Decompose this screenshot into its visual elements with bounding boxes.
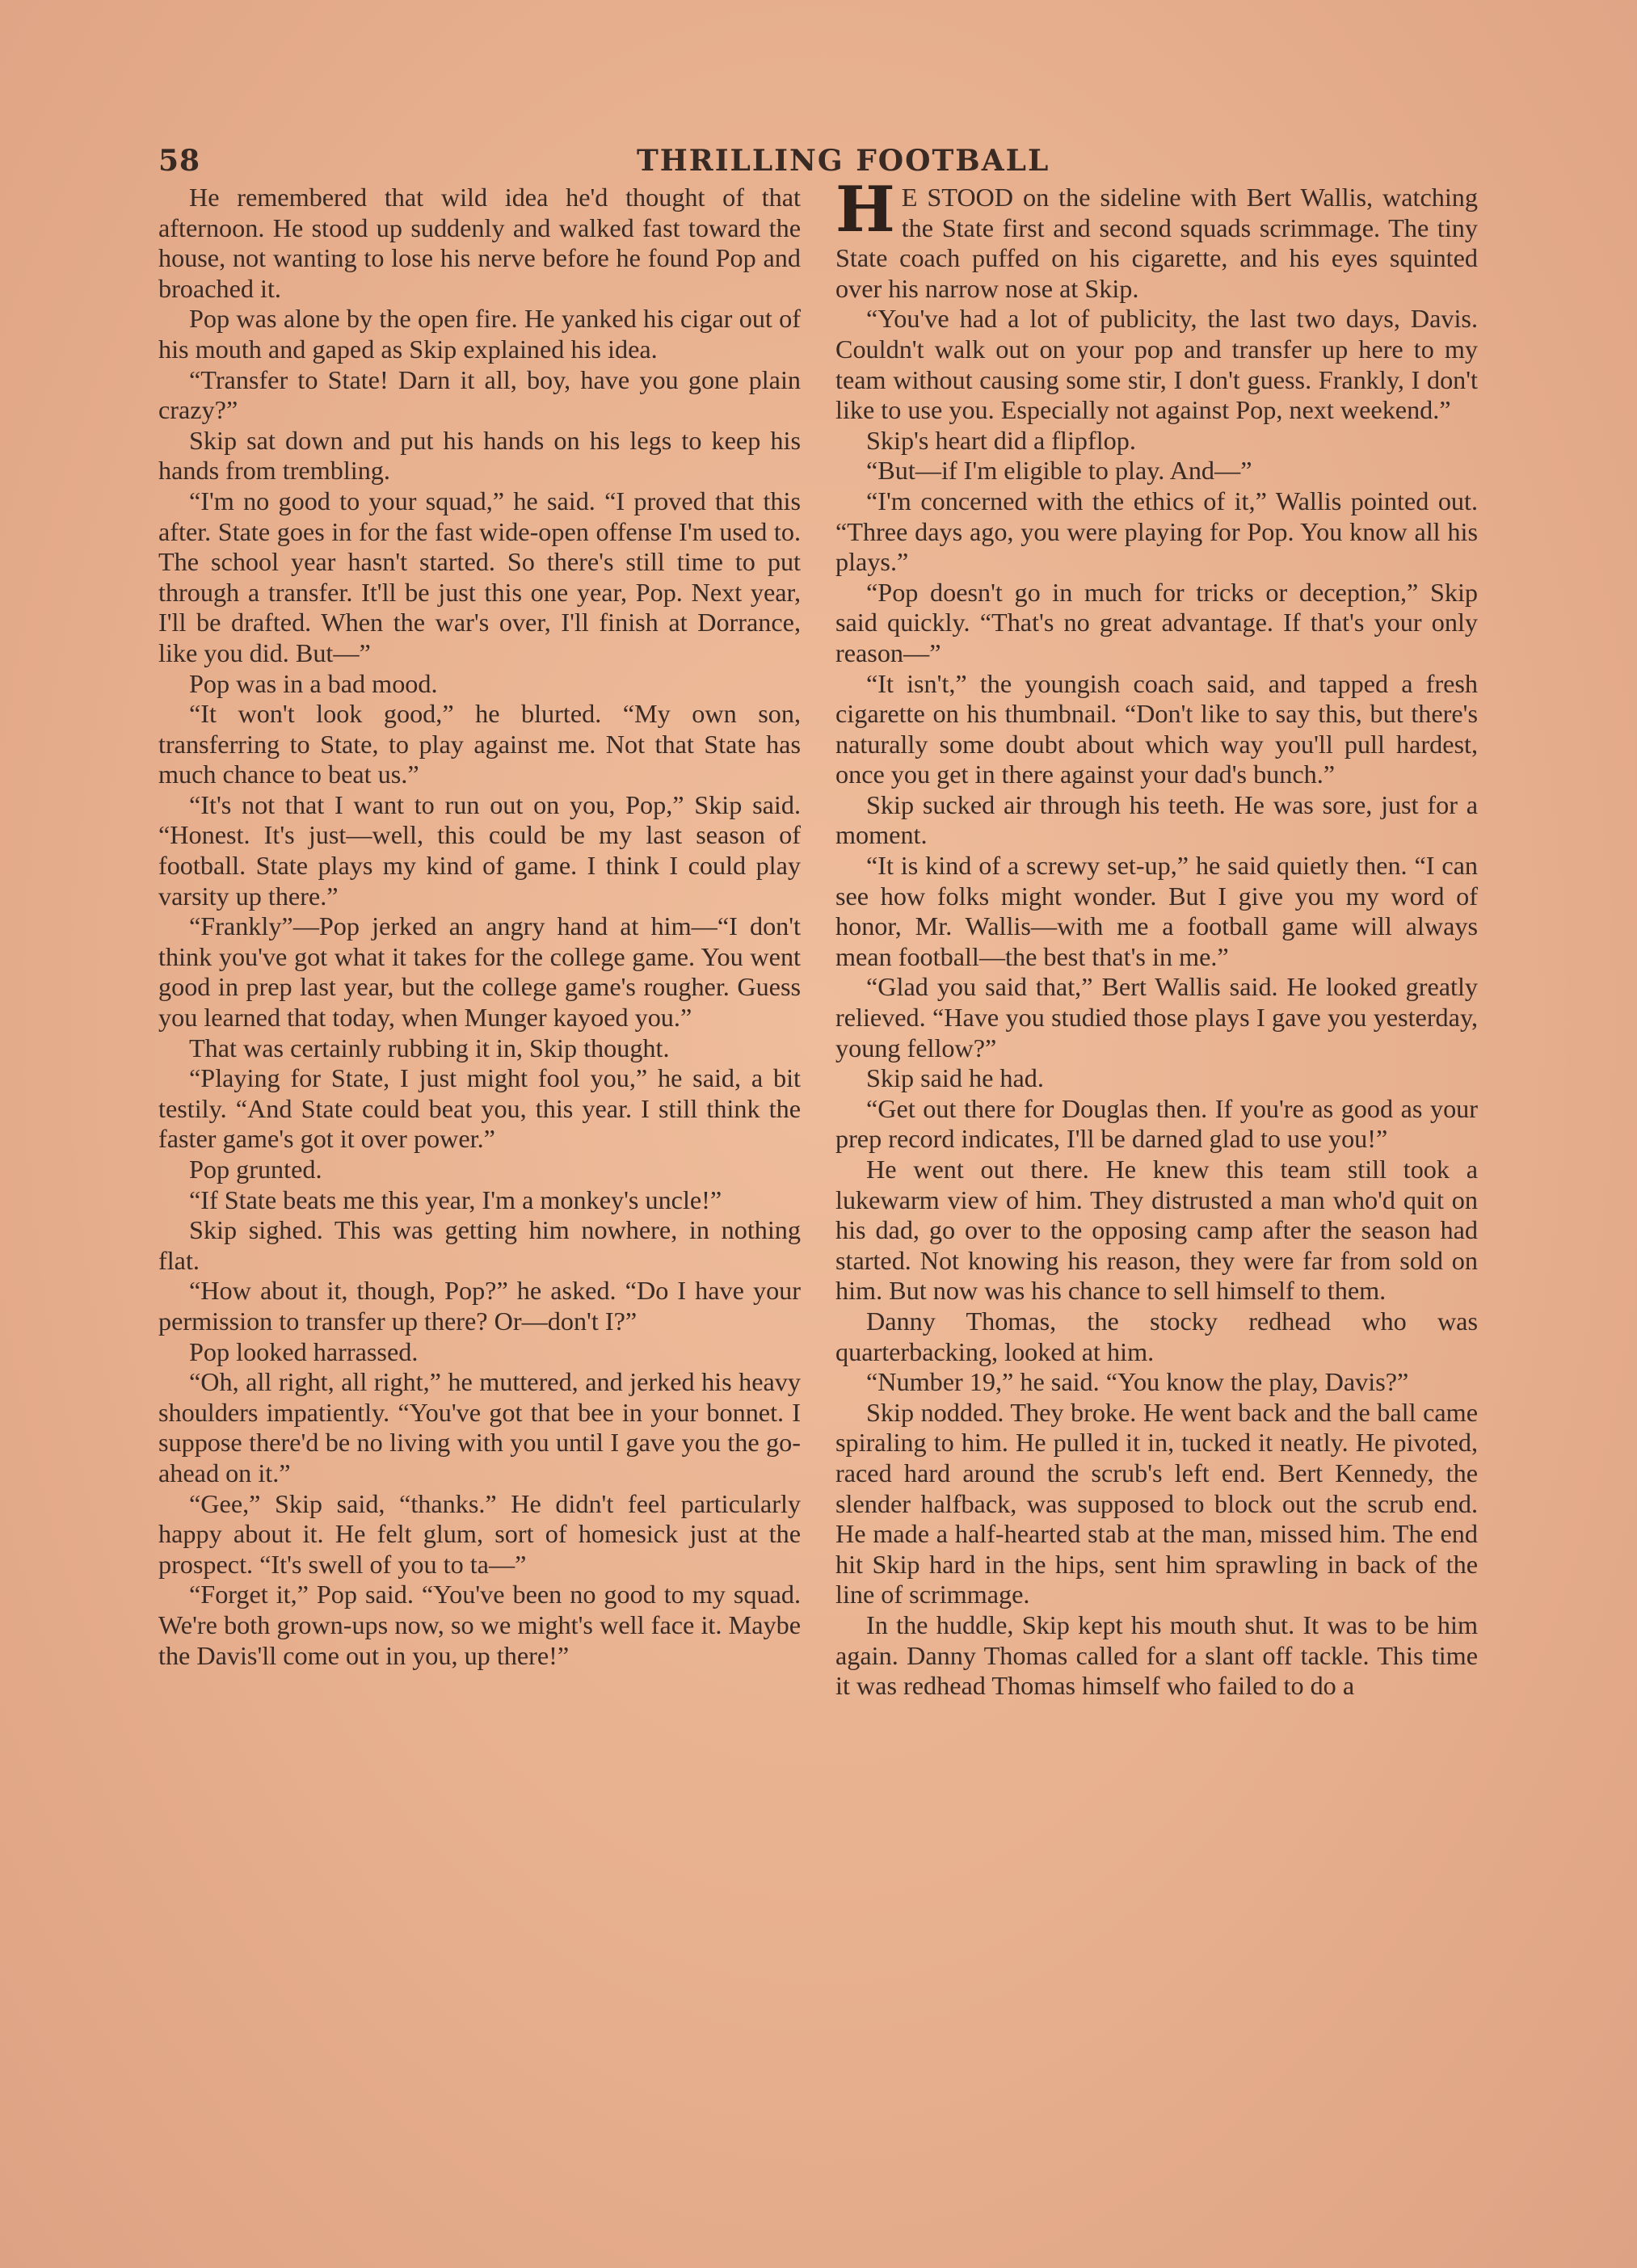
paragraph: Danny Thomas, the stocky redhead who was quarterbacking, looked at him.	[835, 1306, 1478, 1366]
paragraph: “Get out there for Douglas then. If you're as good as your prep record indicates, I'll be darned glad to use you!”	[835, 1093, 1478, 1154]
paragraph: “Frankly”—Pop jerked an angry hand at him—“I don't think you've got what it takes for the college game. You went good in prep last year, but the college game's rougher. Guess you learned that today, when Munger kayoed you.”	[158, 911, 801, 1033]
paragraph: “Number 19,” he said. “You know the play, Davis?”	[866, 1367, 1409, 1397]
paragraph: “Transfer to State! Darn it all, boy, have you gone plain crazy?”	[158, 364, 801, 425]
right-column	[835, 173, 1478, 1702]
paragraph: That was certainly rubbing it in, Skip thought.	[189, 1033, 670, 1062]
paragraph: In the huddle, Skip kept his mouth shut. It was to be him again. Danny Thomas called for a slant off tackle. This time it was redhead Thomas himself who failed to do a	[835, 1609, 1478, 1701]
paragraph: “Oh, all right, all right,” he muttered, and jerked his heavy shoulders impatiently. “You've got that bee in your bonnet. I suppose there'd be no living with you until I gave you the go-ahead on it.”	[158, 1367, 801, 1487]
paragraph: Pop was in a bad mood.	[189, 668, 438, 698]
opening-text: E STOOD on the sideline with Bert Wallis, watching the State first and second squads scrimmage. The tiny State coach puffed on his cigarette, and his eyes squinted over his narrow nose at Skip.	[835, 183, 1478, 303]
paragraph: “I'm concerned with the ethics of it,” Wallis pointed out. “Three days ago, you were playing for Pop. You know all his plays.”	[835, 486, 1478, 577]
paragraph: Pop was alone by the open fire. He yanked his cigar out of his mouth and gaped as Skip explained his idea.	[158, 304, 801, 364]
paragraph: “Pop doesn't go in much for tricks or deception,” Skip said quickly. “That's no great advantage. If that's your only reason—”	[835, 577, 1478, 667]
paragraph: Skip's heart did a flipflop.	[866, 425, 1136, 455]
magazine-title: THRILLING FOOTBALL	[637, 144, 1050, 178]
page-number: 58	[158, 144, 201, 178]
paragraph: He remembered that wild idea he'd thought of that afternoon. He stood up suddenly and walked fast toward the house, not wanting to lose his nerve before he found Pop and broached it.	[158, 183, 801, 303]
paragraph: “It isn't,” the youngish coach said, and tapped a fresh cigarette on his thumbnail. “Don't like to say this, but there's naturally some doubt about which way you'll pull hardest, once you get in there against your dad's bunch.”	[835, 668, 1478, 789]
paragraph: He went out there. He knew this team still took a lukewarm view of him. They distrusted a man who'd quit on his dad, go over to the opposing camp after the season had started. Not knowing his reason, they were far from sold on him. But now was his chance to sell himself to them.	[835, 1155, 1478, 1306]
paragraph: “Playing for State, I just might fool you,” he said, a bit testily. “And State could beat you, this year. I still think the faster game's got it over power.”	[158, 1063, 801, 1154]
paragraph: “How about it, though, Pop?” he asked. “Do I have your permission to transfer up there? Or—don't I?”	[158, 1276, 801, 1336]
paragraph: Skip sucked air through his teeth. He was sore, just for a moment.	[835, 789, 1478, 850]
paragraph: “But—if I'm eligible to play. And—”	[866, 456, 1252, 486]
left-column	[158, 183, 801, 1671]
paragraph: Pop looked harrassed.	[189, 1336, 419, 1366]
paragraph: Pop grunted.	[189, 1155, 322, 1184]
paragraph: “Glad you said that,” Bert Wallis said. He looked greatly relieved. “Have you studied those plays I gave you yesterday, young fellow?”	[835, 972, 1478, 1062]
paragraph: Skip nodded. They broke. He went back and the ball came spiraling to him. He pulled it in, tucked it neatly. He pivoted, raced hard around the scrub's left end. Bert Kennedy, the slender halfback, was supposed to block out the scrub end. He made a half-hearted stab at the man, missed him. The end hit Skip hard in the hips, sent him sprawling in back of the line of scrimmage.	[835, 1397, 1478, 1609]
drop-cap: H	[835, 173, 895, 246]
paragraph: “I'm no good to your squad,” he said. “I proved that this after. State goes in for the fast wide-open offense I'm used to. The school year hasn't started. So there's still time to put through a transfer. It'll be just this one year, Pop. Next year, I'll be drafted. When the war's over, I'll finish at Dorrance, like you did. But—”	[158, 486, 801, 667]
paragraph: “Gee,” Skip said, “thanks.” He didn't feel particularly happy about it. He felt glum, sort of homesick just at the prospect. “It's swell of you to ta—”	[158, 1488, 801, 1579]
paragraph: Skip sighed. This was getting him nowhere, in nothing flat.	[158, 1215, 801, 1275]
paragraph: “If State beats me this year, I'm a monkey's uncle!”	[189, 1184, 722, 1214]
opening-paragraph	[835, 173, 1478, 304]
paragraph: “It's not that I want to run out on you, Pop,” Skip said. “Honest. It's just—well, this could be my last season of football. State plays my kind of game. I think I could play varsity up there.”	[158, 789, 801, 911]
paragraph: “It won't look good,” he blurted. “My own son, transferring to State, to play against me. Not that State has much chance to beat us.”	[158, 699, 801, 789]
paragraph: “It is kind of a screwy set-up,” he said quietly then. “I can see how folks might wonder. But I give you my word of honor, Mr. Wallis—with me a football game will always mean football—the best that's in me.”	[835, 851, 1478, 971]
paragraph: Skip said he had.	[866, 1063, 1044, 1093]
paragraph: Skip sat down and put his hands on his legs to keep his hands from trembling.	[158, 425, 801, 486]
paragraph: “You've had a lot of publicity, the last two days, Davis. Couldn't walk out on your pop and transfer up here to my team without causing some stir, I don't guess. Frankly, I don't like to use you. Especially not against Pop, next weekend.”	[835, 304, 1478, 425]
paragraph: “Forget it,” Pop said. “You've been no good to my squad. We're both grown-ups now, so we might's well face it. Maybe the Davis'll come out in you, up there!”	[158, 1580, 801, 1670]
